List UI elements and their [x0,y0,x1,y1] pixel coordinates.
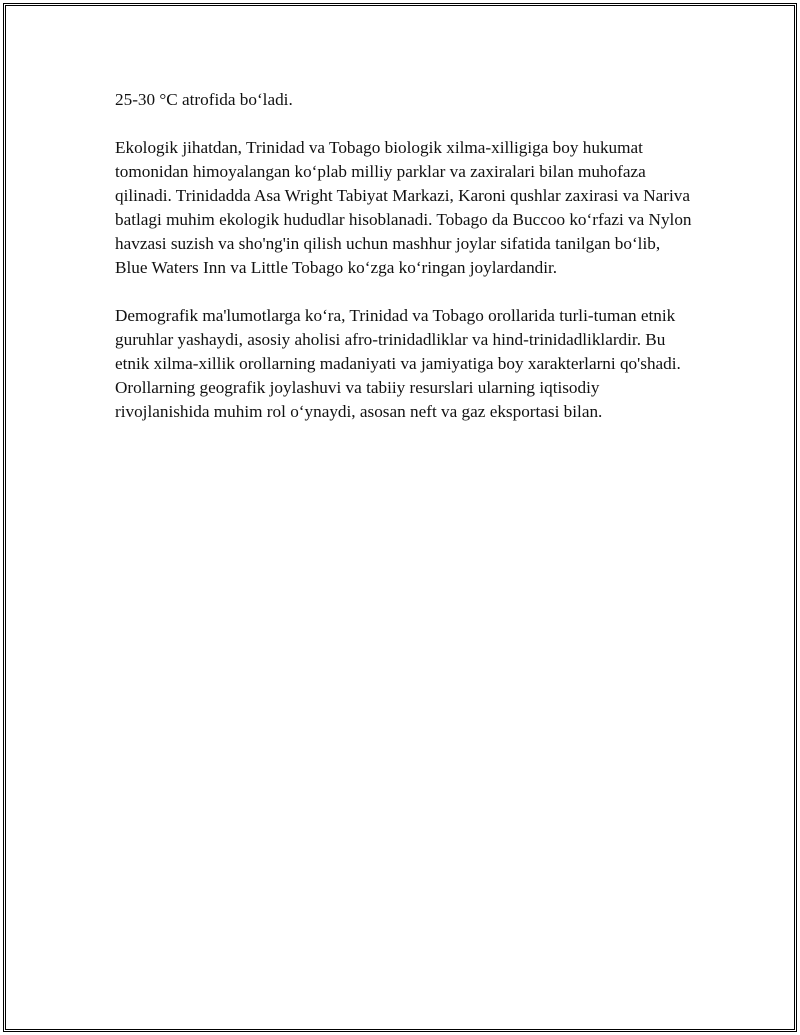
paragraph-demographics: Demografik ma'lumotlarga ko‘ra, Trinidad va Tobago orollarida turli-tuman etnik guruhlar yashaydi, asosiy aholisi afro-trinidadliklar va hind-trinidadliklardir. Bu etnik xilma-xillik orollarning madaniyati va jamiyatiga boy xarakterlarni qo'shadi. Orollarning geografik joylashuvi va tabiiy resurslari ularning iqtisodiy rivojlanishida muhim rol o‘ynaydi, asosan neft va gaz eksportasi bilan. [115,306,681,421]
paragraph-temperature: 25-30 °C atrofida bo‘ladi. [115,90,293,109]
document-body [115,88,695,424]
paragraph-ecology: Ekologik jihatdan, Trinidad va Tobago biologik xilma-xilligiga boy hukumat tomonidan himoyalangan ko‘plab milliy parklar va zaxiralari bilan muhofaza qilinadi. Trinidadda Asa Wright Tabiyat Markazi, Karoni qushlar zaxirasi va Nariva batlagi muhim ekologik hududlar hisoblanadi. Tobago da Buccoo ko‘rfazi va Nylon havzasi suzish va sho'ng'in qilish uchun mashhur joylar sifatida tanilgan bo‘lib, Blue Waters Inn va Little Tobago ko‘zga ko‘ringan joylardandir. [115,138,692,277]
